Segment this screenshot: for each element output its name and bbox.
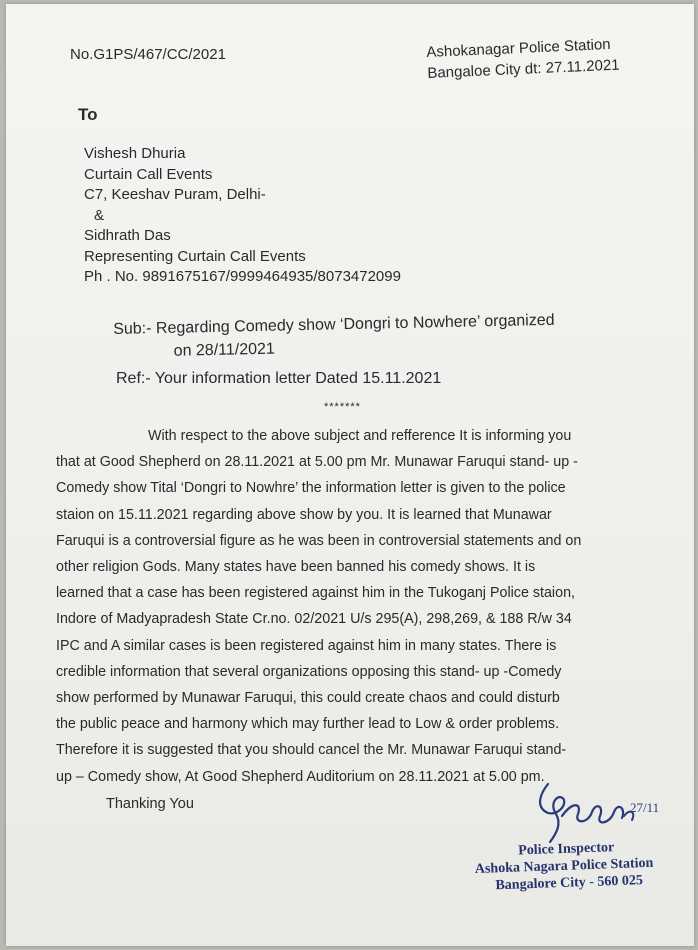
signature-date: 27/11 xyxy=(630,800,660,815)
recipient-address xyxy=(84,144,401,288)
reference-number: No.G1PS/467/CC/2021 xyxy=(70,46,226,63)
recipient-line: Representing Curtain Call Events xyxy=(84,247,306,265)
letter-body xyxy=(56,423,666,790)
body-line: the public peace and harmony which may further lead to Low & order problems. xyxy=(56,716,560,733)
recipient-line: C7, Keeshav Puram, Delhi- xyxy=(84,186,266,203)
to-label: To xyxy=(78,105,98,124)
stamp-title: Police Inspector xyxy=(518,840,615,859)
closing-thanks: Thanking You xyxy=(106,796,194,812)
body-line: Comedy show Tital ‘Dongri to Nowhre’ the information letter is given to the police xyxy=(56,480,566,497)
reference-line: Ref:- Your information letter Dated 15.11.2021 xyxy=(116,370,442,387)
subject-date: on 28/11/2021 xyxy=(173,340,276,360)
official-stamp xyxy=(474,838,654,895)
station-city-date: Bangaloe City dt: 27.11.2021 xyxy=(427,56,620,82)
station-name: Ashokanagar Police Station xyxy=(426,35,611,61)
body-line: learned that a case has been registered against him in the Tukoganj Police staion, xyxy=(56,585,575,602)
body-line: Faruqui is a controversial figure as he was been in controversial statements and on xyxy=(56,532,582,549)
body-line: credible information that several organizations opposing this stand- up -Comedy xyxy=(56,663,562,680)
recipient-line: Vishesh Dhuria xyxy=(84,145,186,162)
body-line: up – Comedy show, At Good Shepherd Auditorium on 28.11.2021 at 5.00 pm. xyxy=(56,768,545,785)
recipient-line: Ph . No. 9891675167/9999464935/8073472099 xyxy=(84,268,401,285)
body-line: Therefore it is suggested that you should cancel the Mr. Munawar Faruqui stand- xyxy=(56,742,567,759)
separator-stars: ******* xyxy=(324,401,361,413)
body-line: Indore of Madyapradesh State Cr.no. 02/2021 U/s 295(A), 298,269, & 188 R/w 34 xyxy=(56,611,572,628)
body-line: other religion Gods. Many states have been banned his comedy shows. It is xyxy=(56,559,536,576)
stamp-station: Ashoka Nagara Police Station xyxy=(474,855,654,877)
stamp-city: Bangalore City - 560 025 xyxy=(495,873,644,894)
body-line: With respect to the above subject and refference It is informing you xyxy=(148,428,572,444)
recipient-line: Curtain Call Events xyxy=(84,165,213,183)
body-line: IPC and A similar cases is been registered against him in many states. There is xyxy=(56,637,557,654)
letter-page xyxy=(6,4,694,946)
body-line: staion on 15.11.2021 regarding above show by you. It is learned that Munawar xyxy=(56,506,552,523)
body-line: that at Good Shepherd on 28.11.2021 at 5.00 pm Mr. Munawar Faruqui stand- up - xyxy=(56,454,578,471)
subject-line: Sub:- Regarding Comedy show ‘Dongri to Nowhere’ organized xyxy=(113,311,555,338)
station-header xyxy=(426,34,620,84)
subject-block xyxy=(113,309,555,364)
recipient-line: Sidhrath Das xyxy=(84,227,171,244)
body-line: show performed by Munawar Faruqui, this could create chaos and could disturb xyxy=(56,690,560,707)
recipient-line: & xyxy=(94,206,105,224)
